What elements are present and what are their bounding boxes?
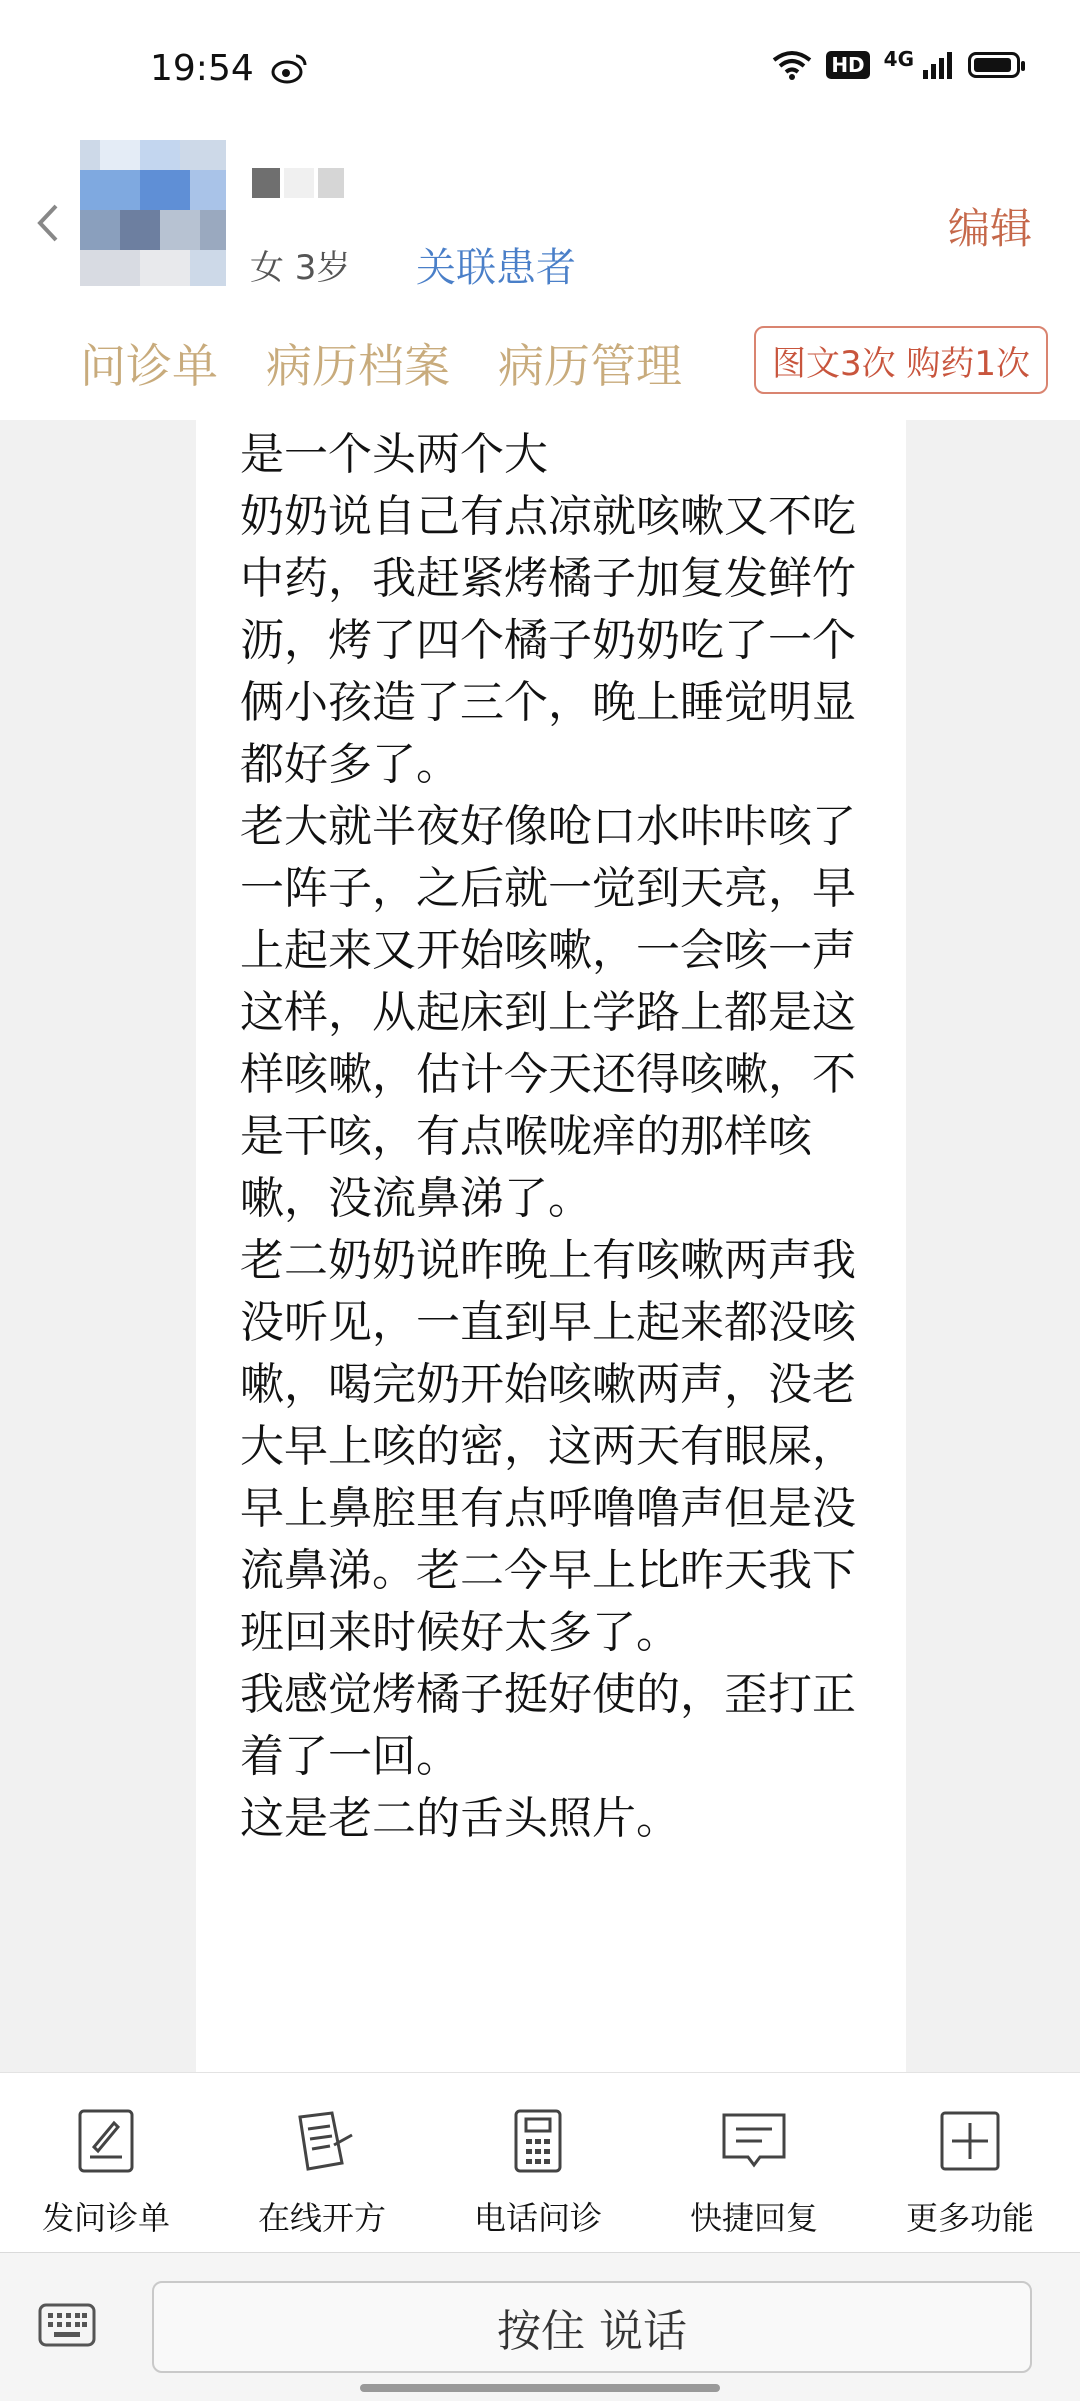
plus-icon <box>934 2105 1006 2177</box>
patient-header <box>0 140 1080 420</box>
patient-info: 女 3岁 <box>250 248 351 288</box>
status-bar <box>0 0 1080 140</box>
message-paragraph: 奶奶说自己有点凉就咳嗽又不吃中药，我赶紧烤橘子加复发鲜竹沥，烤了四个橘子奶奶吃了一个俩小孩造了三个，晚上睡觉明显都好多了。 <box>240 491 856 790</box>
phone-consult-button[interactable] <box>448 2105 628 2239</box>
message-paragraph: 我感觉烤橘子挺好使的，歪打正着了一回。 <box>240 1669 856 1782</box>
hd-badge: HD <box>826 51 869 79</box>
quick-reply-button[interactable] <box>664 2105 844 2239</box>
battery-icon <box>968 52 1020 78</box>
hold-to-talk-button[interactable]: 按住 说话 <box>152 2281 1032 2373</box>
more-functions-button[interactable] <box>880 2105 1060 2239</box>
chat-area[interactable] <box>0 420 1080 2072</box>
link-patient-button[interactable]: 关联患者 <box>416 245 576 291</box>
wifi-icon <box>772 50 812 80</box>
tab-medical-records[interactable]: 病历档案 <box>266 339 450 393</box>
toolbar-label: 电话问诊 <box>473 2199 602 2237</box>
send-questionnaire-button[interactable] <box>16 2105 196 2239</box>
home-indicator[interactable] <box>360 2384 720 2392</box>
status-icons <box>772 47 1020 80</box>
message-paragraph: 这是老二的舌头照片。 <box>240 1793 680 1844</box>
online-prescription-button[interactable] <box>232 2105 412 2239</box>
action-toolbar <box>0 2072 1080 2253</box>
edit-button[interactable]: 编辑 <box>947 204 1032 253</box>
patient-name-blurred <box>252 168 372 202</box>
consult-count-badge[interactable]: 图文3次 购药1次 <box>754 326 1048 394</box>
phone-icon <box>502 2105 574 2177</box>
header-tabs <box>80 330 682 396</box>
status-time: 19:54 <box>150 48 254 89</box>
avatar[interactable] <box>80 140 226 286</box>
tab-record-management[interactable]: 病历管理 <box>498 339 682 393</box>
toolbar-label: 更多功能 <box>905 2199 1034 2237</box>
message-paragraph: 老二奶奶说昨晚上有咳嗽两声我没听见，一直到早上起来都没咳嗽，喝完奶开始咳嗽两声，没老大早上咳的密，这两天有眼屎，早上鼻腔里有点呼噜噜声但是没流鼻涕。老二今早上比昨天我下班回来时候好太多了。 <box>240 1235 856 1658</box>
weibo-icon <box>270 48 310 88</box>
quick-reply-icon <box>718 2105 790 2177</box>
keyboard-icon[interactable] <box>38 2303 96 2347</box>
message-paragraph: 是一个头两个大 <box>240 429 548 480</box>
signal-icon <box>922 50 954 80</box>
network-label: 4G <box>883 47 914 71</box>
toolbar-label: 发问诊单 <box>41 2199 170 2237</box>
toolbar-label: 在线开方 <box>257 2199 386 2237</box>
questionnaire-icon <box>70 2105 142 2177</box>
back-icon[interactable] <box>30 198 66 248</box>
prescription-icon <box>286 2105 358 2177</box>
message-paragraph: 老大就半夜好像呛口水咔咔咳了一阵子，之后就一觉到天亮，早上起来又开始咳嗽，一会咳一声这样，从起床到上学路上都是这样咳嗽，估计今天还得咳嗽，不是干咳，有点喉咙痒的那样咳嗽，没流鼻涕了。 <box>240 801 856 1224</box>
toolbar-label: 快捷回复 <box>689 2199 818 2237</box>
message-bubble <box>196 420 906 2072</box>
tab-questionnaire[interactable]: 问诊单 <box>80 339 218 393</box>
input-bar <box>0 2252 1080 2401</box>
